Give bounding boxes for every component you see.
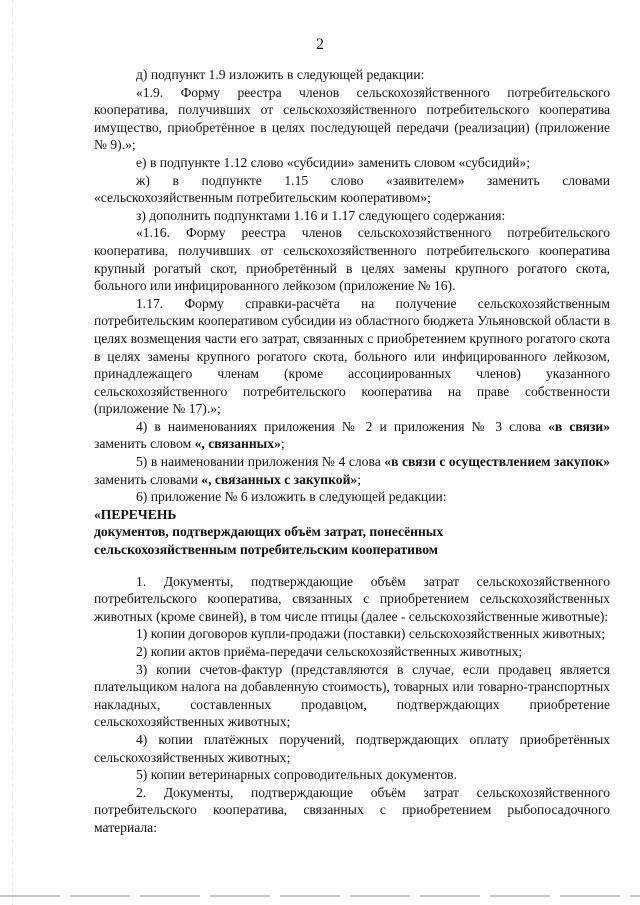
section-heading-subtitle: сельскохозяйственным потребительским кооперативом <box>94 542 439 558</box>
list-paragraph: 4) копии платёжных поручений, подтверждающих оплату приобретённых сельскохозяйственных животных; <box>94 731 610 765</box>
list-paragraph: 2. Документы, подтверждающие объём затрат сельскохозяйственного потребительского кооператива, связанных с приобретением рыбопосадочного материала: <box>94 784 610 835</box>
document-body <box>94 66 610 837</box>
bold-run: «, связанных с закупкой» <box>201 471 358 487</box>
bold-run: «в связи с осуществлением закупок» <box>384 454 610 470</box>
text-run: ; <box>280 436 285 452</box>
paragraph: «1.9. Форму реестра членов сельскохозяйственного потребительского кооператива, получивших от сельскохозяйственного потребительского кооператива имущество, приобретённое в целях последующей передачи (реализации) (приложение № 9).»; <box>94 84 610 153</box>
section-heading-subtitle: документов, подтверждающих объём затрат, понесённых <box>94 524 444 540</box>
text-run: заменить словами <box>94 471 202 487</box>
text-run: ; <box>357 471 361 487</box>
paragraph: з) дополнить подпунктами 1.16 и 1.17 следующего содержания: <box>136 207 506 223</box>
text-run: 4) в наименованиях приложения № 2 и приложения № 3 слова <box>136 418 549 434</box>
scan-edge-artifact <box>12 0 13 905</box>
list-paragraph: 1. Документы, подтверждающие объём затрат сельскохозяйственного потребительского кооператива, связанных с приобретением сельскохозяйственных животных (кроме свиней), в том числе птицы (далее - сельскохозяйственные животные): <box>94 573 610 624</box>
list-paragraph: 5) копии ветеринарных сопроводительных документов. <box>136 767 457 783</box>
paragraph: д) подпункт 1.9 изложить в следующей редакции: <box>136 67 425 82</box>
paragraph: «1.16. Форму реестра членов сельскохозяйственного потребительского кооператива, получивших от сельскохозяйственного потребительского кооператива крупный рогатый скот, приобретённый в целях замены крупного рогатого скота, больного или инфицированного лейкозом (приложение № 16). <box>94 225 610 294</box>
list-paragraph: 2) копии актов приёма-передачи сельскохозяйственных животных; <box>136 644 523 659</box>
paragraph-item-5 <box>94 453 610 488</box>
text-run: 5) в наименовании приложения № 4 слова <box>136 454 385 470</box>
list-paragraph: 1) копии договоров купли-продажи (поставки) сельскохозяйственных животных; <box>136 626 606 642</box>
paragraph: ж) в подпункте 1.15 слово «заявителем» заменить словами «сельскохозяйственным потребительским кооперативом»; <box>94 172 610 206</box>
paragraph-item-4 <box>94 418 610 453</box>
list-paragraph: 3) копии счетов-фактур (представляются в случае, если продавец является плательщиком налога на добавленную стоимость), товарных или товарно-транспортных накладных, составленных продавцом, подтверждающих приобретение сельскохозяйственных животных; <box>94 661 610 730</box>
section-heading-title: «ПЕРЕЧЕНЬ <box>94 506 177 522</box>
bold-run: «в связи» <box>548 418 610 434</box>
bold-run: «, связанных» <box>194 436 281 452</box>
page-number: 2 <box>316 36 324 53</box>
spacer <box>94 559 610 573</box>
paragraph-item-6: 6) приложение № 6 изложить в следующей редакции: <box>136 489 447 505</box>
paragraph: 1.17. Форму справки-расчёта на получение сельскохозяйственным потребительским кооперативом субсидии из областного бюджета Ульяновской области в целях возмещения части его затрат, связанных с приобретением крупного рогатого скота в целях замены крупного рогатого скота, больного или инфицированного лейкозом, принадлежащего членам (кроме ассоциированных членов) указанного сельскохозяйственного потребительского кооператива на праве собственности (приложение № 17).»; <box>94 295 610 417</box>
scan-footer-artifact <box>0 895 640 897</box>
text-run: заменить словом <box>94 436 195 452</box>
paragraph: е) в подпункте 1.12 слово «субсидии» заменить словом «субсидий»; <box>136 154 531 170</box>
